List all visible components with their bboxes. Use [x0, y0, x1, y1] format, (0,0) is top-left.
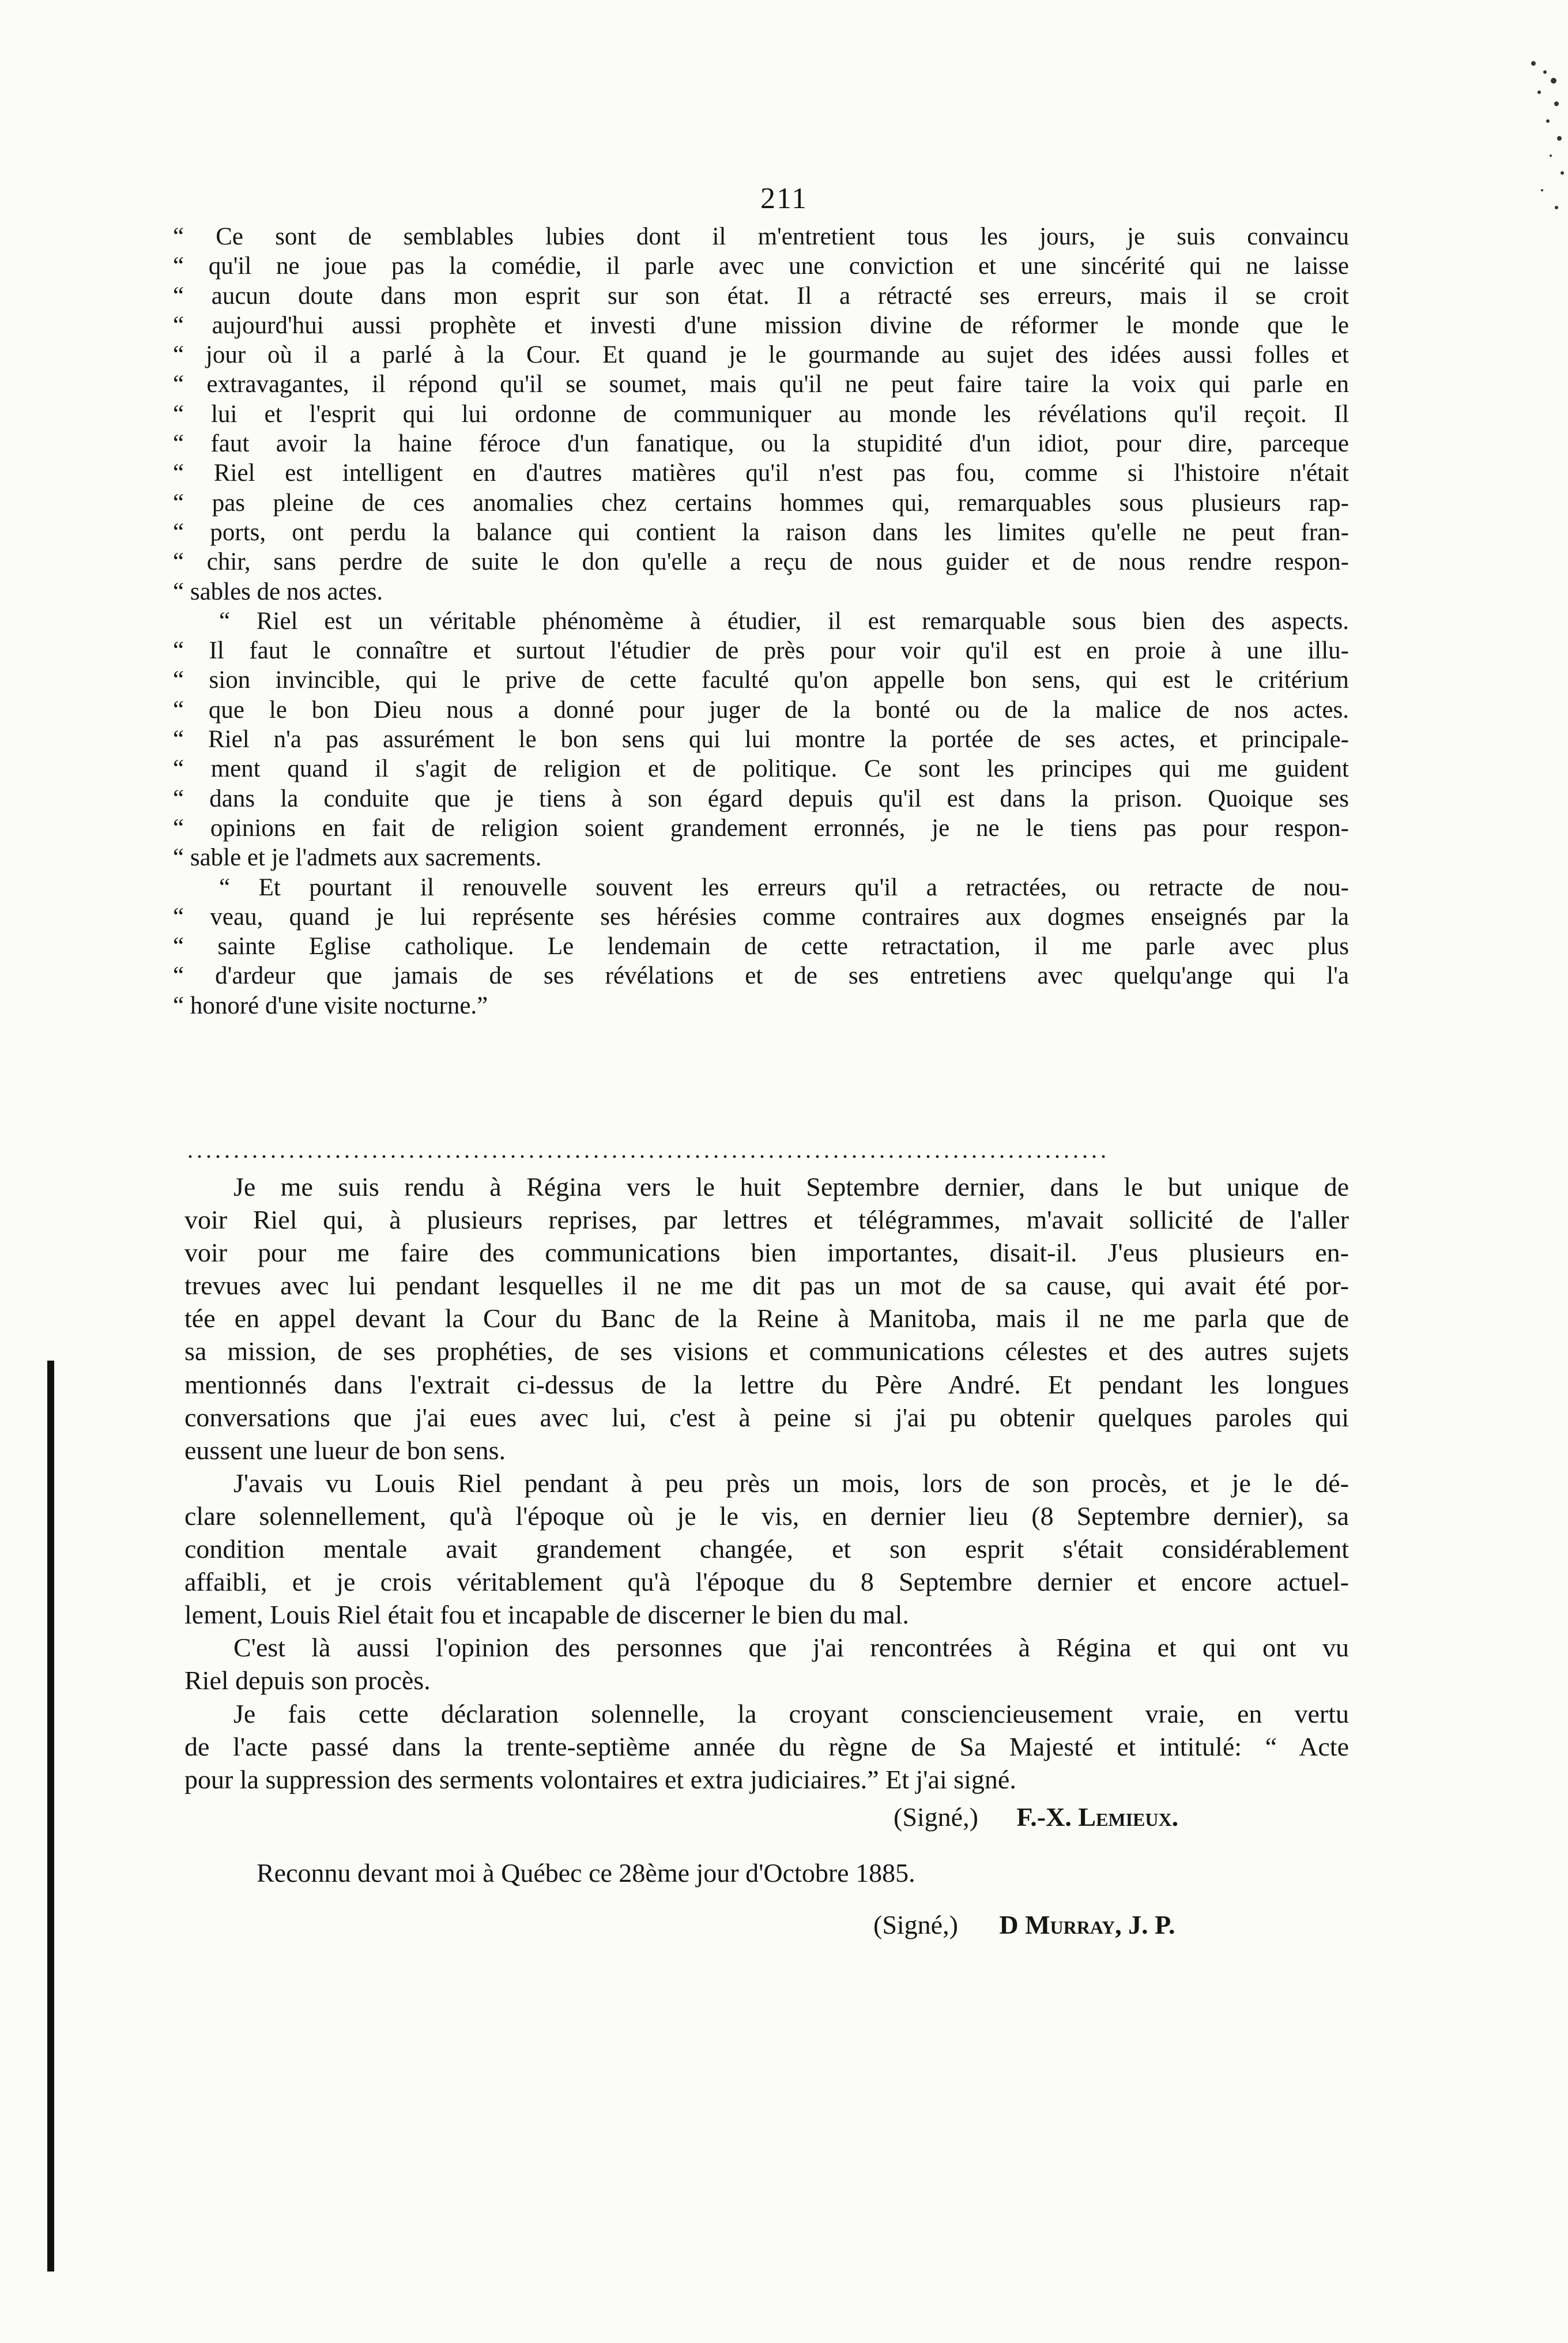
signatory-name: D Murray, J. P. [999, 1910, 1175, 1939]
quote-line: “ sables de nos actes. [173, 578, 383, 605]
signature-murray [873, 1909, 1175, 1940]
body-line: eussent une lueur de bon sens. [184, 1435, 506, 1465]
quote-line: “ ports, ont perdu la balance qui contient la raison dans les limites qu'elle ne peut fran- [173, 518, 1349, 546]
quote-line: “ sable et je l'admets aux sacrements. [173, 844, 542, 872]
quote-line: “ extravagantes, il répond qu'il se soumet, mais qu'il ne peut faire taire la voix qui parle en [173, 371, 1349, 398]
page-number: 211 [760, 182, 808, 215]
quote-line: “ Ce sont de semblables lubies dont il m'entretient tous les jours, je suis convaincu [173, 223, 1349, 250]
body-line: C'est là aussi l'opinion des personnes que j'ai rencontrées à Régina et qui ont vu [233, 1633, 1349, 1663]
body-line: sa mission, de ses prophéties, de ses visions et communications célestes et des autres sujets [184, 1336, 1349, 1366]
body-line: condition mentale avait grandement changée, et son esprit s'était considérablement [184, 1534, 1349, 1564]
quote-line: “ Riel est un véritable phénomème à étudier, il est remarquable sous bien des aspects. [219, 607, 1349, 635]
quote-line: “ veau, quand je lui représente ses hérésies comme contraires aux dogmes enseignés par la [173, 903, 1349, 931]
body-line: mentionnés dans l'extrait ci-dessus de la lettre du Père André. Et pendant les longues [184, 1369, 1349, 1399]
body-line: pour la suppression des serments volontaires et extra judiciaires.” Et j'ai signé. [184, 1764, 1016, 1794]
body-line: lement, Louis Riel était fou et incapable de discerner le bien du mal. [184, 1600, 909, 1630]
quote-line: “ chir, sans perdre de suite le don qu'elle a reçu de nous guider et de nous rendre respon- [173, 548, 1349, 576]
quote-line: “ qu'il ne joue pas la comédie, il parle avec une conviction et une sincérité qui ne laisse [173, 253, 1349, 280]
quote-line: “ Et pourtant il renouvelle souvent les erreurs qu'il a retractées, ou retracte de nou- [219, 873, 1349, 901]
quote-line: “ jour où il a parlé à la Cour. Et quand je le gourmande au sujet des idées aussi folles et [173, 341, 1349, 369]
quote-line: “ opinions en fait de religion soient grandement erronnés, je ne le tiens pas pour respon- [173, 814, 1349, 842]
margin-scan-bar [47, 1361, 54, 2272]
body-line: voir pour me faire des communications bien importantes, disait-il. J'eus plusieurs en- [184, 1238, 1349, 1268]
signature-label: (Signé,) [894, 1802, 978, 1832]
body-line: Riel depuis son procès. [184, 1666, 431, 1696]
quote-line: “ Riel n'a pas assurément le bon sens qui lui montre la portée de ses actes, et principale- [173, 726, 1349, 754]
quote-line: “ sainte Eglise catholique. Le lendemain de cette retractation, il me parle avec plus [173, 933, 1349, 960]
quoted-letter [173, 222, 1349, 1020]
recognition-line: Reconnu devant moi à Québec ce 28ème jour d'Octobre 1885. [257, 1858, 915, 1888]
quote-line: “ faut avoir la haine féroce d'un fanatique, ou la stupidité d'un idiot, pour dire, parceque [173, 430, 1349, 458]
quote-line: “ lui et l'esprit qui lui ordonne de communiquer au monde les révélations qu'il reçoit. Il [173, 400, 1349, 428]
quote-line: “ honoré d'une visite nocturne.” [173, 992, 488, 1019]
quote-line: “ aucun doute dans mon esprit sur son état. Il a rétracté ses erreurs, mais il se croit [173, 282, 1349, 310]
quote-line: “ sion invincible, qui le prive de cette faculté qu'on appelle bon sens, qui est le critérium [173, 666, 1349, 694]
signature-lemieux [894, 1802, 1178, 1832]
body-line: de l'acte passé dans la trente-septième année du règne de Sa Majesté et intitulé: “ Acte [184, 1731, 1349, 1761]
scan-edge-noise [1499, 52, 1568, 225]
body-line: clare solennellement, qu'à l'époque où je le vis, en dernier lieu (8 Septembre dernier), sa [184, 1501, 1349, 1531]
quote-line: “ pas pleine de ces anomalies chez certains hommes qui, remarquables sous plusieurs rap- [173, 489, 1349, 517]
body-line: affaibli, et je crois véritablement qu'à l'époque du 8 Septembre dernier et encore actuel- [184, 1567, 1349, 1597]
quote-line: “ Il faut le connaître et surtout l'étudier de près pour voir qu'il est en proie à une illu- [173, 637, 1349, 665]
quote-line: “ Riel est intelligent en d'autres matières qu'il n'est pas fou, comme si l'histoire n'était [173, 459, 1349, 487]
body-line: trevues avec lui pendant lesquelles il ne me dit pas un mot de sa cause, qui avait été por- [184, 1271, 1349, 1301]
body-line: Je fais cette déclaration solennelle, la croyant consciencieusement vraie, en vertu [233, 1698, 1349, 1728]
quote-line: “ que le bon Dieu nous a donné pour juger de la bonté ou de la malice de nos actes. [173, 696, 1349, 724]
body-line: Je me suis rendu à Régina vers le huit Septembre dernier, dans le but unique de [233, 1172, 1349, 1201]
body-line: voir Riel qui, à plusieurs reprises, par lettres et télégrammes, m'avait sollicité de l'aller [184, 1205, 1349, 1235]
quote-line: “ dans la conduite que je tiens à son égard depuis qu'il est dans la prison. Quoique ses [173, 785, 1349, 812]
quote-line: “ ment quand il s'agit de religion et de politique. Ce sont les principes qui me guident [173, 755, 1349, 783]
body-line: tée en appel devant la Cour du Banc de la Reine à Manitoba, mais il ne me parla que de [184, 1304, 1349, 1334]
quote-line: “ aujourd'hui aussi prophète et investi d'une mission divine de réformer le monde que le [173, 311, 1349, 339]
declaration-body [184, 1170, 1349, 1796]
signatory-name: F.-X. Lemieux. [1016, 1802, 1179, 1832]
quote-line: “ d'ardeur que jamais de ses révélations et de ses entretiens avec quelqu'ange qui l'a [173, 962, 1349, 990]
signature-label: (Signé,) [873, 1910, 958, 1939]
dotted-separator: .................................................................................................... [187, 1139, 1110, 1162]
body-line: J'avais vu Louis Riel pendant à peu près un mois, lors de son procès, et je le dé- [233, 1468, 1349, 1498]
body-line: conversations que j'ai eues avec lui, c'est à peine si j'ai pu obtenir quelques paroles qui [184, 1402, 1349, 1432]
